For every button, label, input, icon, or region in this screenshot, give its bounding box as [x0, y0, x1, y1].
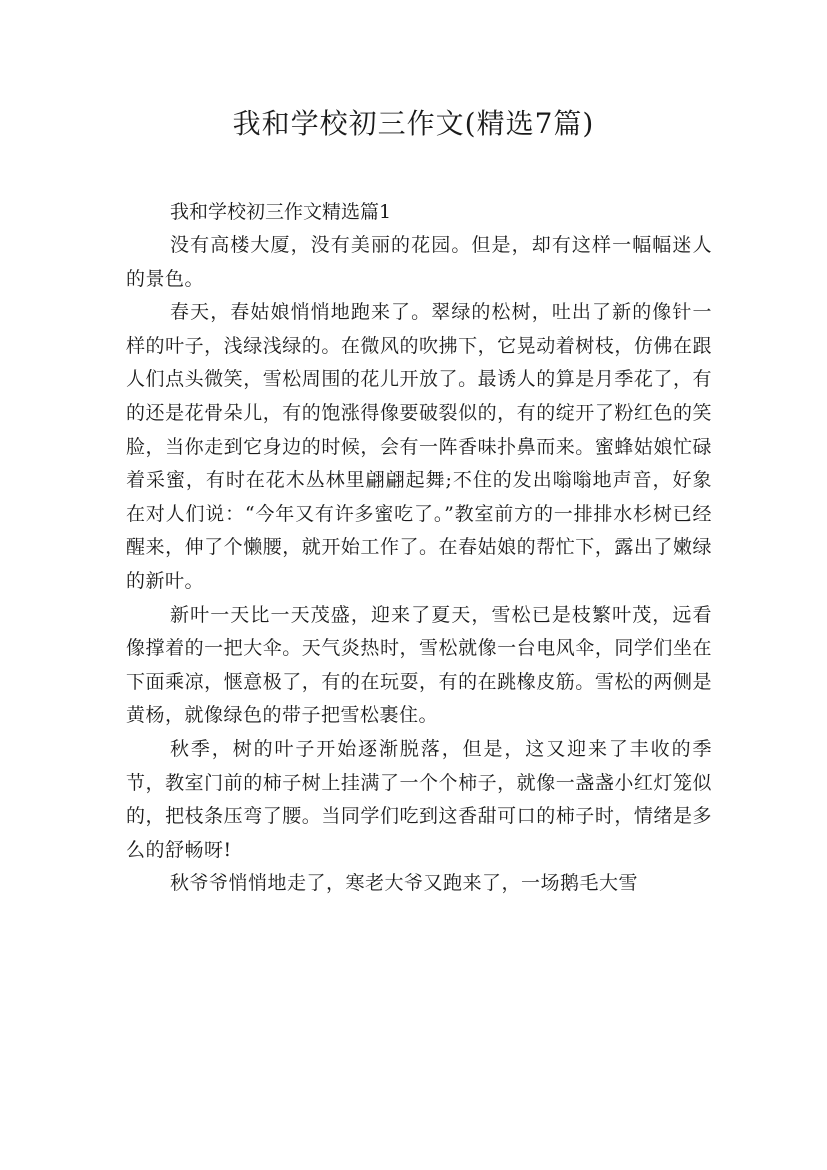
paragraph: 没有高楼大厦，没有美丽的花园。但是，却有这样一幅幅迷人的景色。: [126, 234, 712, 290]
paragraph: 新叶一天比一天茂盛，迎来了夏天，雪松已是枝繁叶茂，远看像撑着的一把大伞。天气炎热时，雪松就像一台电风伞，同学们坐在下面乘凉，惬意极了，有的在玩耍，有的在跳橡皮筋。雪松的两侧是黄杨，就像绿色的带子把雪松裹住。: [126, 603, 712, 727]
paragraph: 秋季，树的叶子开始逐渐脱落，但是，这又迎来了丰收的季节，教室门前的柿子树上挂满了一个个柿子，就像一盏盏小红灯笼似的，把枝条压弯了腰。当同学们吃到这香甜可口的柿子时，情绪是多么的舒畅呀!: [126, 737, 712, 861]
paragraph: 春天，春姑娘悄悄地跑来了。翠绿的松树，吐出了新的像针一样的叶子，浅绿浅绿的。在微风的吹拂下，它晃动着树枝，仿佛在跟人们点头微笑，雪松周围的花儿开放了。最诱人的算是月季花了，有的还是花骨朵儿，有的饱涨得像要破裂似的，有的绽开了粉红色的笑脸，当你走到它身边的时候，会有一阵香味扑鼻而来。蜜蜂姑娘忙碌着采蜜，有时在花木丛林里翩翩起舞;不住的发出嗡嗡地声音，好象在对人们说：“今年又有许多蜜吃了。”教室前方的一排排水杉树已经醒来，伸了个懒腰，就开始工作了。在春姑娘的帮忙下，露出了嫩绿的新叶。: [126, 301, 712, 592]
paragraph: 秋爷爷悄悄地走了，寒老大爷又跑来了，一场鹅毛大雪: [170, 872, 639, 895]
document-body: [126, 196, 712, 901]
document-title: 我和学校初三作文(精选7篇): [232, 107, 595, 140]
section-title: 我和学校初三作文精选篇1: [170, 201, 392, 223]
